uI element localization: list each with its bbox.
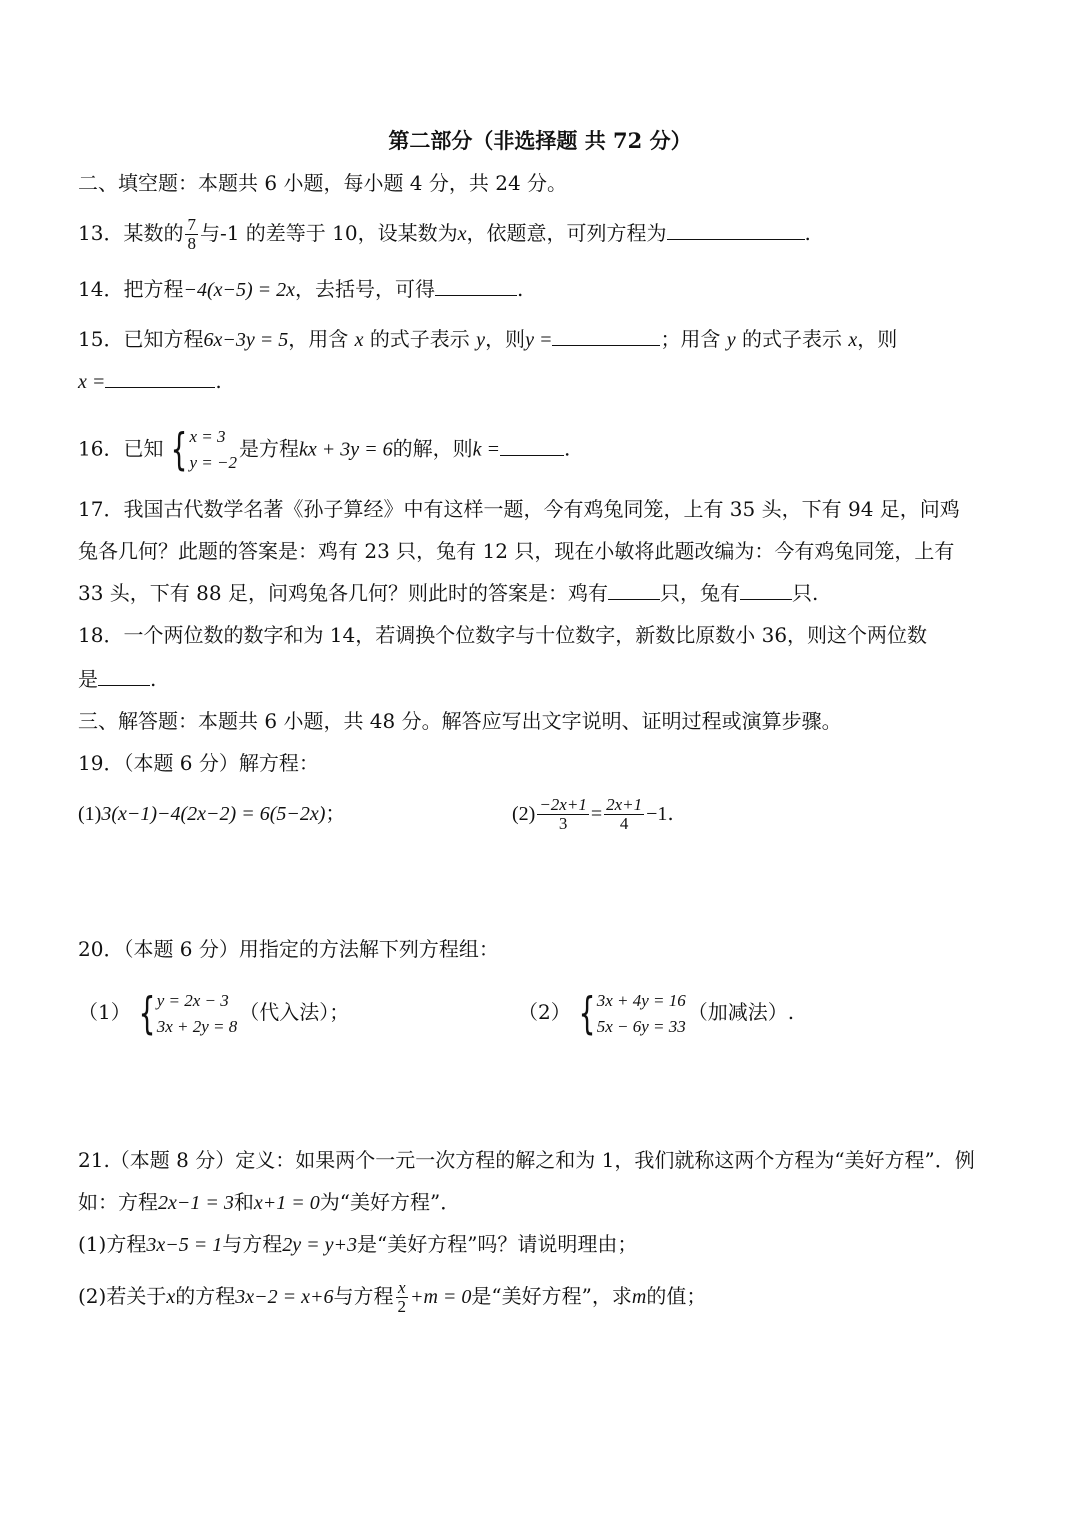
question-17-line-3: 33 头，下有 88 足，问鸡兔各几何？则此时的答案是：鸡有 只，兔有 只.	[78, 581, 819, 605]
question-20-part-2: （2） { 3x + 4y = 16 5x − 6y = 33 （加减法）.	[518, 987, 795, 1039]
question-20-heading: 20．（本题 6 分）用指定的方法解下列方程组：	[78, 937, 499, 961]
question-21-part-1: (1)方程3x−5 = 1与方程2y = y+3是“美好方程”吗？请说明理由；	[78, 1232, 638, 1256]
section-2-heading: 二、填空题：本题共 6 小题，每小题 4 分，共 24 分。	[78, 171, 568, 195]
question-20-part-1: （1） { y = 2x − 3 3x + 2y = 8 （代入法）；	[78, 987, 350, 1039]
question-15-line-1: 15．已知方程6x−3y = 5，用含 x 的式子表示 y，则y = ；用含 y 的式子表示 x，则	[78, 327, 898, 351]
answer-blank[interactable]	[552, 325, 660, 346]
question-21-line-2: 如：方程2x−1 = 3和x+1 = 0为“美好方程”．	[78, 1190, 461, 1214]
question-21-line-1: 21.（本题 8 分）定义：如果两个一元一次方程的解之和为 1，我们就称这两个方程为“美好方程”．例	[78, 1148, 975, 1172]
question-17-line-1: 17．我国古代数学名著《孙子算经》中有这样一题，今有鸡兔同笼，上有 35 头，下有 94 足，问鸡	[78, 497, 960, 521]
question-21-part-2: (2)若关于x的方程3x−2 = x+6与方程 $\frac{x}{2}$ +m = 0是“美好方程”，求m的值；	[78, 1278, 707, 1316]
question-13: 13．某数的 $\frac{7}{8}$ 与-1 的差等于 10，设某数为x，依题意，可列方程为 .	[78, 215, 811, 253]
question-15-line-2: x = .	[78, 369, 222, 393]
question-17-line-2: 兔各几何？此题的答案是：鸡有 23 只，兔有 12 只，现在小敏将此题改编为：今有鸡兔同笼，上有	[78, 539, 955, 563]
question-16: 16．已知 { x = 3 y = −2 是方程kx + 3y = 6的解，则k = .	[78, 424, 571, 475]
answer-blank[interactable]	[500, 435, 564, 456]
question-19-heading: 19．（本题 6 分）解方程：	[78, 751, 319, 775]
question-14: 14．把方程−4(x−5) = 2x，去括号，可得 .	[78, 277, 524, 301]
answer-blank[interactable]	[608, 579, 660, 600]
section-3-heading: 三、解答题：本题共 6 小题，共 48 分。解答应写出文字说明、证明过程或演算步骤。	[78, 709, 842, 733]
answer-blank[interactable]	[667, 219, 805, 240]
answer-blank[interactable]	[105, 367, 215, 388]
question-19-part-1: (1)3(x−1)−4(2x−2) = 6(5−2x)；	[78, 801, 346, 825]
page-title: 第二部分（非选择题 共 72 分）	[388, 128, 692, 153]
answer-blank[interactable]	[740, 579, 792, 600]
fraction-7-8: $\frac{7}{8}$	[187, 215, 196, 253]
question-18-line-1: 18．一个两位数的数字和为 14，若调换个位数字与十位数字，新数比原数小 36，则这个两位数	[78, 623, 928, 647]
answer-blank[interactable]	[435, 275, 517, 296]
equation-system: { x = 3 y = −2	[171, 424, 237, 475]
answer-blank[interactable]	[98, 665, 150, 686]
question-19-part-2: (2) $\frac{-2x+1}{3}$ = $\frac{2x+1}{4}$ −1.	[512, 795, 674, 833]
question-18-line-2: 是 .	[78, 667, 157, 691]
